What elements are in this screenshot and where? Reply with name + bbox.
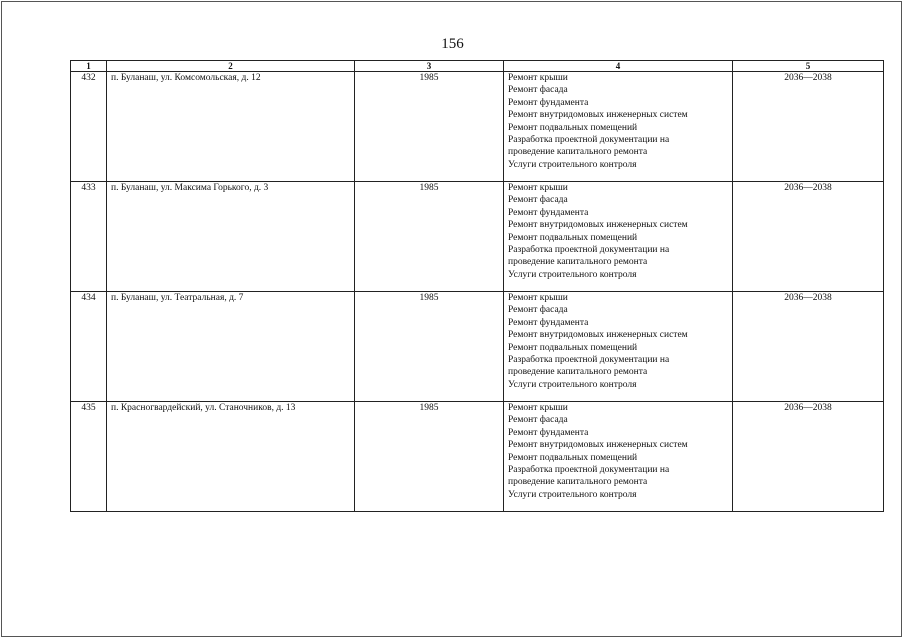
column-header: 3 — [355, 61, 504, 72]
work-item: Ремонт крыши — [508, 183, 568, 193]
work-item: Ремонт подвальных помещений — [508, 232, 638, 243]
work-item: Услуги строительного контроля — [508, 269, 637, 280]
work-item: Ремонт крыши — [508, 293, 568, 303]
address-cell: п. Буланаш, ул. Комсомольская, д. 12 — [107, 72, 355, 182]
work-item: Ремонт подвальных помещений — [508, 122, 638, 133]
table-row — [71, 292, 884, 402]
work-item: Ремонт подвальных помещений — [508, 452, 638, 463]
work-item: Ремонт подвальных помещений — [508, 342, 638, 353]
row-number: 433 — [71, 182, 107, 292]
work-item: Ремонт внутридомовых инженерных систем — [508, 440, 688, 451]
work-item: Ремонт фундамента — [508, 207, 589, 218]
column-header: 5 — [733, 61, 884, 72]
address-cell: п. Буланаш, ул. Театральная, д. 7 — [107, 292, 355, 402]
period-cell: 2036—2038 — [733, 292, 884, 402]
works-cell — [504, 72, 733, 182]
work-item: Разработка проектной документации на проведение капитального ремонта — [508, 135, 670, 158]
works-cell — [504, 182, 733, 292]
work-item: Ремонт фундамента — [508, 317, 589, 328]
work-item: Ремонт внутридомовых инженерных систем — [508, 330, 688, 341]
work-item: Ремонт фундамента — [508, 97, 589, 108]
work-item: Ремонт внутридомовых инженерных систем — [508, 110, 688, 121]
works-cell — [504, 402, 733, 512]
work-item: Разработка проектной документации на проведение капитального ремонта — [508, 465, 670, 488]
work-item: Ремонт фасада — [508, 85, 568, 96]
year-cell: 1985 — [355, 72, 504, 182]
header-row — [71, 61, 884, 72]
work-item: Ремонт фундамента — [508, 427, 589, 438]
address-cell: п. Красногвардейский, ул. Станочников, д. 13 — [107, 402, 355, 512]
period-cell: 2036—2038 — [733, 182, 884, 292]
work-item: Ремонт фасада — [508, 415, 568, 426]
work-item: Разработка проектной документации на проведение капитального ремонта — [508, 245, 670, 268]
work-item: Услуги строительного контроля — [508, 379, 637, 390]
work-item: Разработка проектной документации на проведение капитального ремонта — [508, 355, 670, 378]
row-number: 432 — [71, 72, 107, 182]
year-cell: 1985 — [355, 292, 504, 402]
year-cell: 1985 — [355, 182, 504, 292]
row-number: 434 — [71, 292, 107, 402]
work-item: Ремонт крыши — [508, 73, 568, 83]
work-item: Услуги строительного контроля — [508, 159, 637, 170]
page-number: 156 — [441, 36, 464, 52]
work-item: Ремонт крыши — [508, 403, 568, 413]
year-cell: 1985 — [355, 402, 504, 512]
column-header: 2 — [107, 61, 355, 72]
table-row — [71, 402, 884, 512]
period-cell: 2036—2038 — [733, 72, 884, 182]
work-item: Ремонт фасада — [508, 305, 568, 316]
address-cell: п. Буланаш, ул. Максима Горького, д. 3 — [107, 182, 355, 292]
period-cell: 2036—2038 — [733, 402, 884, 512]
table-row — [71, 182, 884, 292]
table-row — [71, 72, 884, 182]
repair-schedule-table — [70, 60, 884, 512]
work-item: Услуги строительного контроля — [508, 489, 637, 500]
row-number: 435 — [71, 402, 107, 512]
works-cell — [504, 292, 733, 402]
column-header: 4 — [504, 61, 733, 72]
column-header: 1 — [71, 61, 107, 72]
work-item: Ремонт фасада — [508, 195, 568, 206]
work-item: Ремонт внутридомовых инженерных систем — [508, 220, 688, 231]
